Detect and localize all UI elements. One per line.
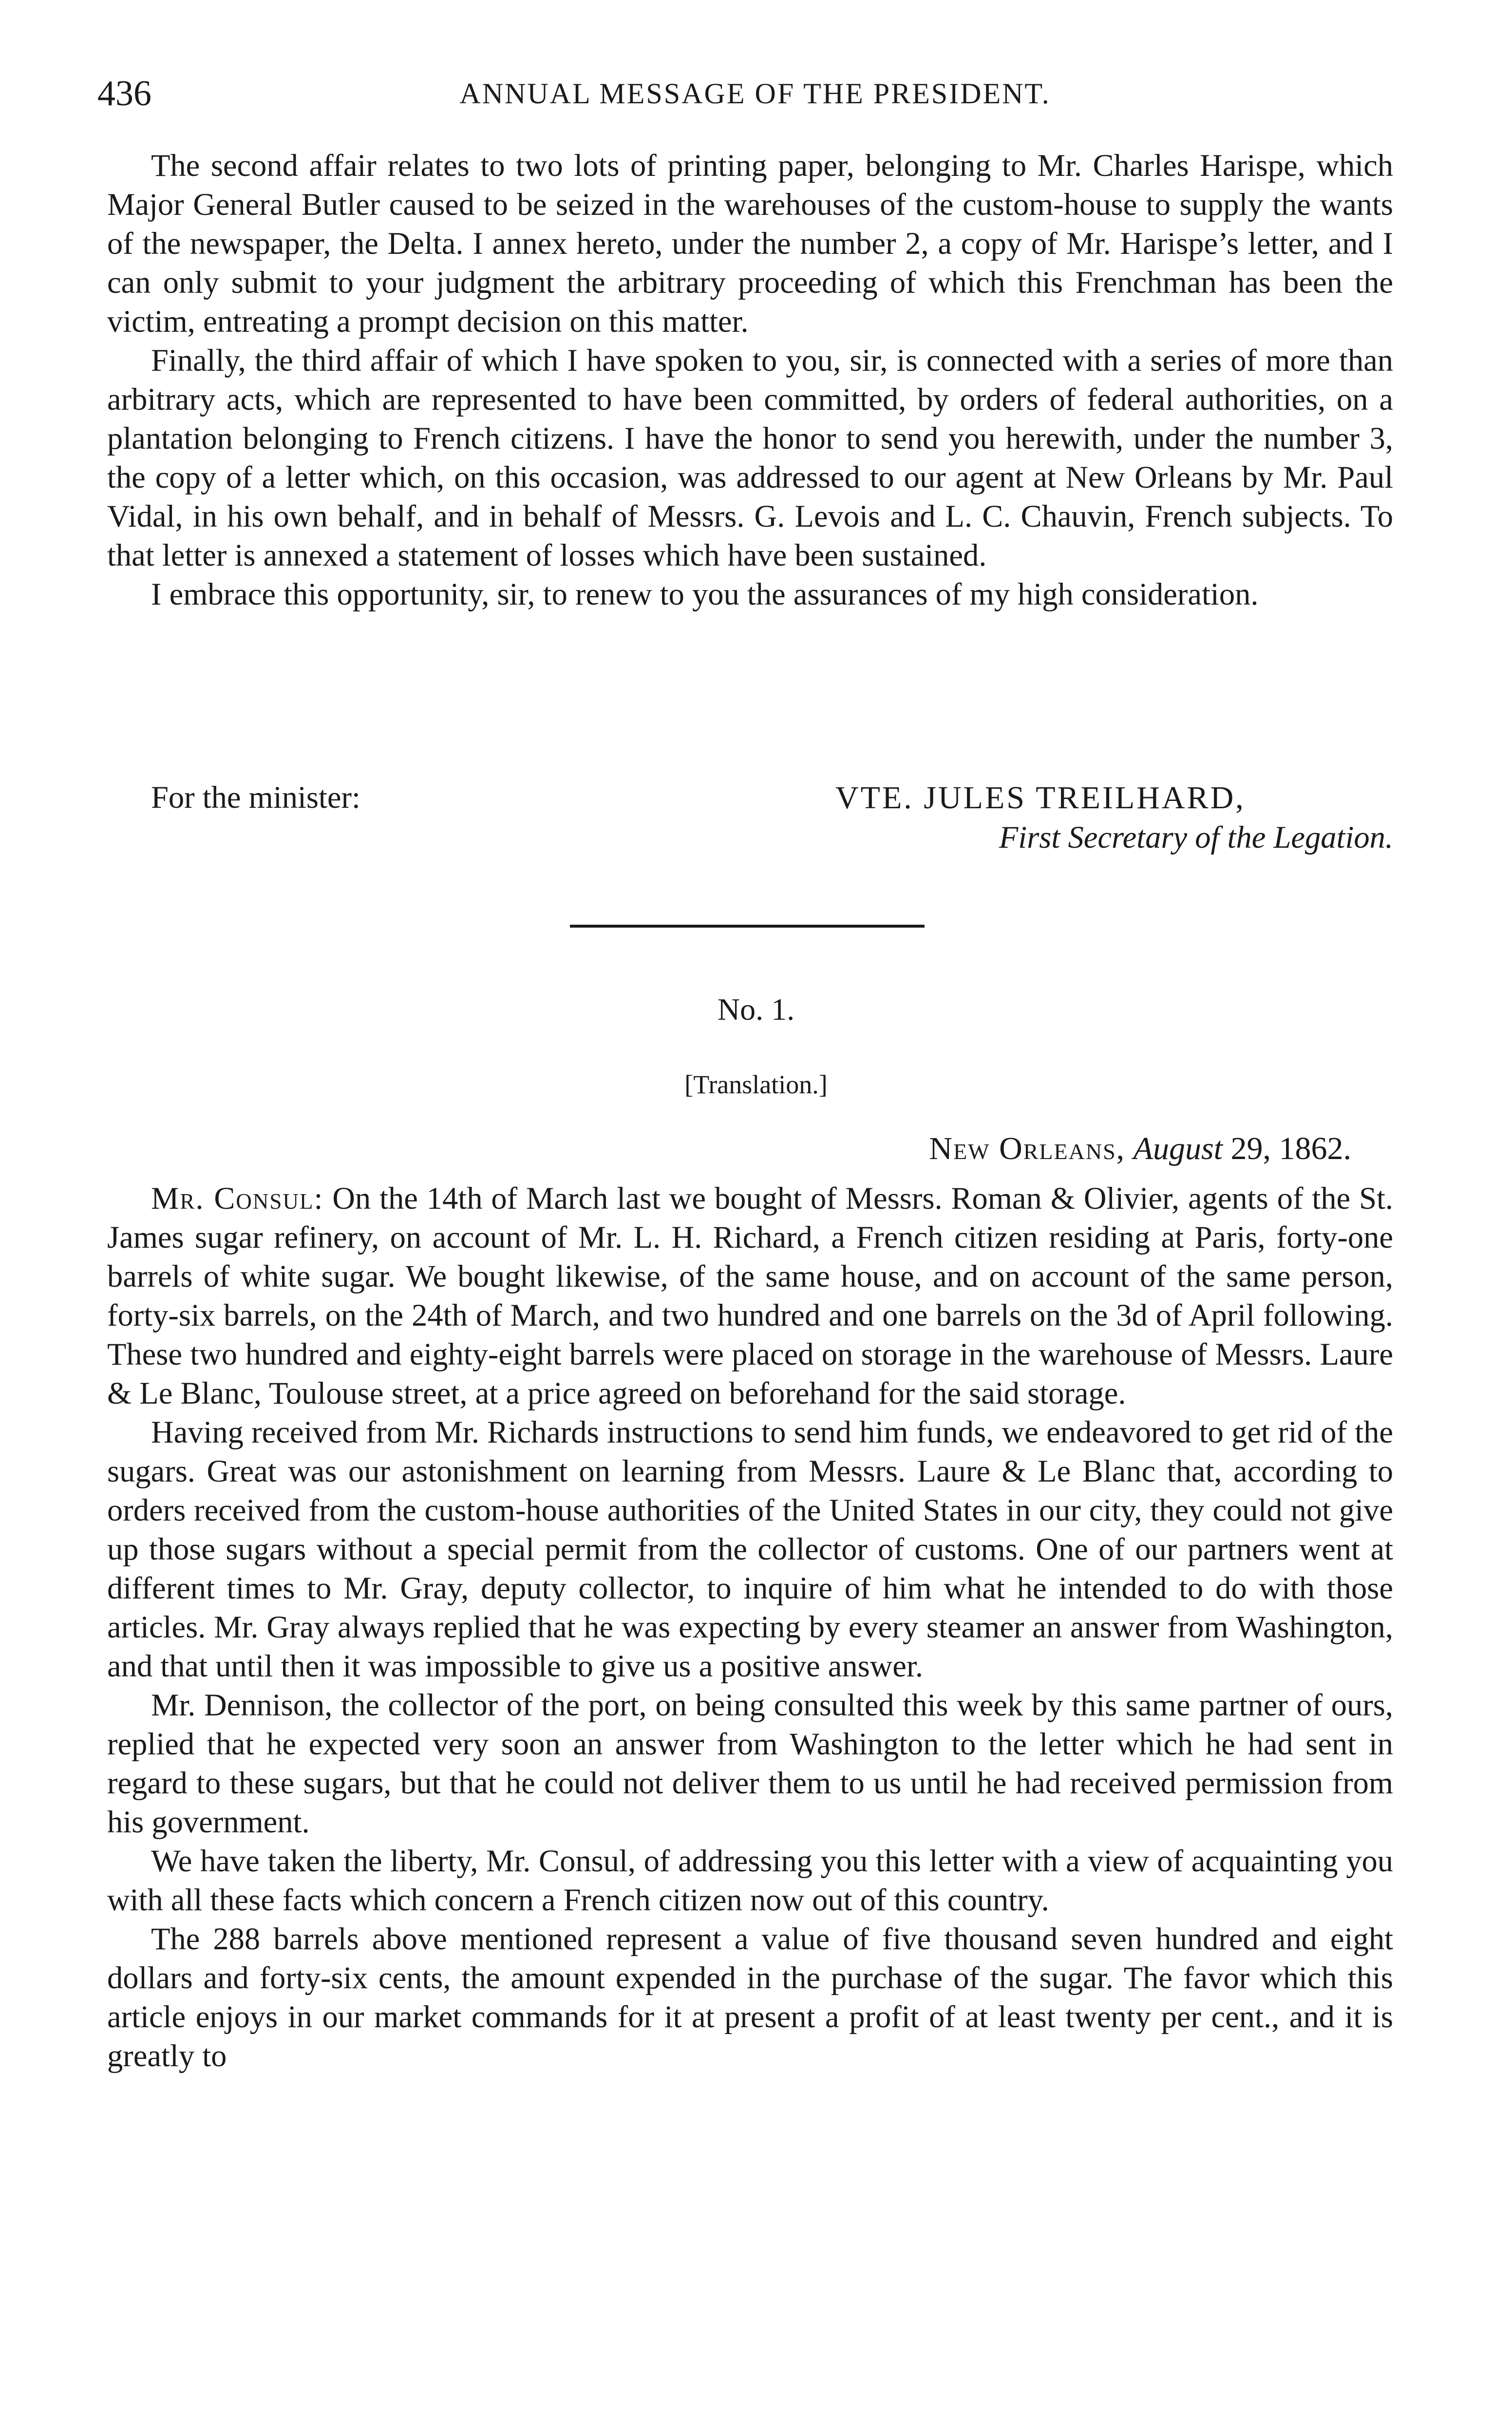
page-number: 436 [97,74,151,114]
paragraph: The second affair relates to two lots of printing paper, belonging to Mr. Charles Harispe, which Major General Butler caused to be seized in the warehouses of the custom-house to supply the wants of the newspaper, the Delta. I annex hereto, under the number 2, a copy of Mr. Harispe’s letter, and I can only submit to your judgment the arbitrary proceeding of which this Frenchman has been the victim, entreating a prompt decision on this matter. [107,148,1393,339]
salutation: Mr. Consul: [151,1181,324,1216]
signature-block [107,780,1393,867]
paragraph: I embrace this opportunity, sir, to renew to you the assurances of my high consideration. [151,577,1259,611]
paragraph: We have taken the liberty, Mr. Consul, of addressing you this letter with a view of acquainting you with all these facts which concern a French citizen now out of this country. [107,1844,1393,1917]
paragraph: Mr. Dennison, the collector of the port, on being consulted this week by this same partner of ours, replied that he expected very soon an answer from Washington to the letter which he had sent in regard to these sugars, but that he could not deliver them to us until he had received permission from his government. [107,1688,1393,1839]
dateline-place: New Orleans, [929,1131,1126,1166]
dateline-month: August [1133,1131,1223,1166]
enclosure-number: No. 1. [717,992,795,1027]
paragraph: Finally, the third affair of which I have spoken to you, sir, is connected with a series of more than arbitrary acts, which are represented to have been committed, by orders of federal authorities, on a plantation belonging to French citizens. I have the honor to send you herewith, under the number 3, the copy of a letter which, on this occasion, was addressed to our agent at New Orleans by Mr. Paul Vidal, in his own behalf, and in behalf of Messrs. G. Levois and L. C. Chauvin, French subjects. To that letter is annexed a statement of losses which have been sustained. [107,343,1393,572]
paragraph: Having received from Mr. Richards instructions to send him funds, we endeavored to get rid of the sugars. Great was our astonishment on learning from Messrs. Laure & Le Blanc that, according to orders received from the custom-house authorities of the United States in our city, they could not give up those sugars without a special permit from the collector of customs. One of our partners went at different times to Mr. Gray, deputy collector, to inquire of him what he intended to do with those articles. Mr. Gray always replied that he was expecting by every steamer an answer from Washington, and that until then it was impossible to give us a positive answer. [107,1415,1393,1683]
signer-name: VTE. JULES TREILHARD, [835,780,1246,816]
letter-body [107,146,1393,614]
running-head: ANNUAL MESSAGE OF THE PRESIDENT. [459,77,1051,110]
paragraph-text: On the 14th of March last we bought of Messrs. Roman & Olivier, agents of the St. James sugar refinery, on account of Mr. L. H. Richard, a French citizen residing at Paris, forty-one barrels of white sugar. We bought likewise, of the same house, and on account of the same person, forty-six barrels, on the 24th of March, and two hundred and one barrels on the 3d of April following. These two hundred and eighty-eight barrels were placed on storage in the warehouse of Messrs. Laure & Le Blanc, Toulouse street, at a price agreed on beforehand for the said storage. [107,1181,1393,1410]
translation-note: [Translation.] [684,1070,828,1099]
page-header [97,73,1413,127]
paragraph: The 288 barrels above mentioned represent a value of five thousand seven hundred and eight dollars and forty-six cents, the amount expended in the purchase of the sugar. The favor which this article enjoys in our market commands for it at present a profit of at least twenty per cent., and it is greatly to [107,1922,1393,2073]
signoff-for-minister: For the minister: [151,780,360,815]
paragraph [107,1179,1393,1413]
enclosure-body [107,1179,1393,2075]
signer-title: First Secretary of the Legation. [999,820,1393,855]
dateline-day-year: 29, 1862. [1230,1131,1351,1166]
dateline [929,1130,1351,1167]
section-divider [570,925,925,928]
